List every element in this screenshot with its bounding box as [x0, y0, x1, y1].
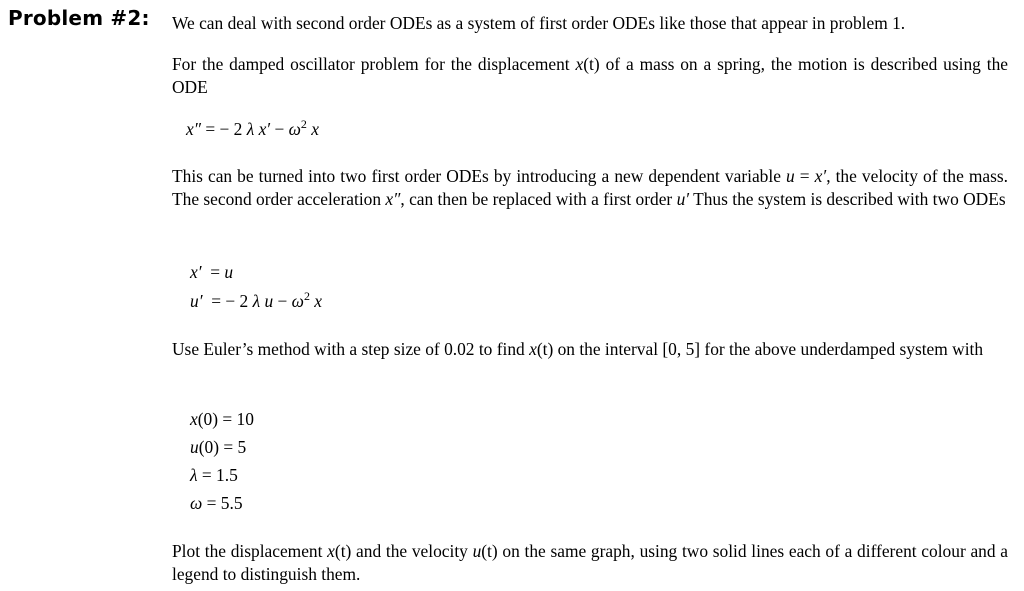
condition-x0: x(0) = 10 — [190, 409, 254, 429]
second-order-ode: x″ = − 2 λ $x' - \omega^2$ x — [186, 117, 319, 139]
plot-instructions-paragraph: Plot the displacement x(t) and the velocity u(t) on the same graph, using two solid lines each of a different colour and a legend to distinguish them. — [172, 541, 1008, 584]
first-order-system-paragraph: This can be turned into two first order ODEs by introducing a new dependent variable u = x′, the velocity of the mass. The second order acceleration x″, can then be replaced with a first order u′ Thus the system is described with two ODEs — [172, 166, 1008, 209]
intro-paragraph: We can deal with second order ODEs as a system of first order ODEs like those that appear in problem 1. — [172, 13, 906, 33]
euler-method-paragraph: Use Euler’s method with a step size of 0.02 to find x(t) on the interval [0, 5] for the above underdamped system with — [172, 339, 984, 359]
condition-omega: ω = 5.5 — [190, 493, 243, 513]
condition-lambda: λ = 1.5 — [190, 465, 238, 485]
damped-oscillator-paragraph: For the damped oscillator problem for the displacement x(t) of a mass on a spring, the motion is described using the ODE — [172, 54, 1008, 97]
system-equation-u: u′ = − 2 λ $u - \omega^2$ x — [190, 289, 323, 311]
problem-heading: Problem #2: — [8, 6, 150, 30]
system-equation-x: x′ = u — [190, 262, 234, 282]
condition-u0: u(0) = 5 — [190, 437, 247, 457]
